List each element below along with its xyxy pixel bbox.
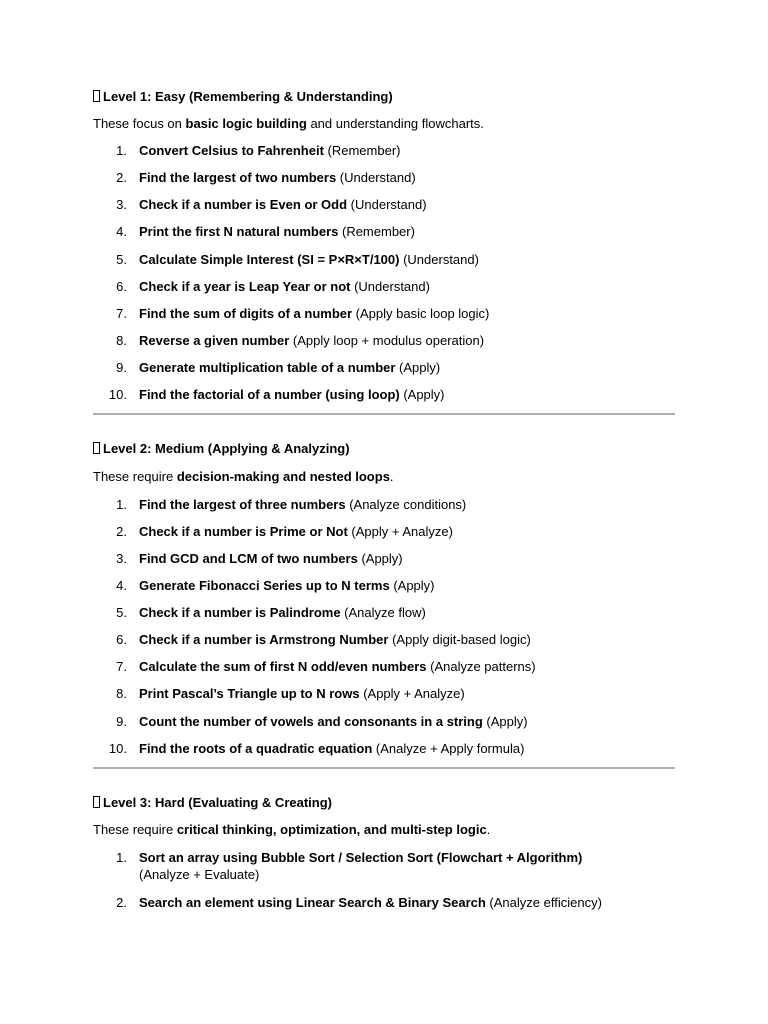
item-number: 1. [116, 497, 127, 512]
intro-bold: basic logic building [185, 116, 307, 131]
intro-text: These require [93, 822, 177, 837]
item-title: Check if a year is Leap Year or not [139, 279, 351, 294]
item-title: Reverse a given number [139, 333, 290, 348]
item-note: (Analyze efficiency) [485, 895, 602, 910]
intro-bold: critical thinking, optimization, and multi-step logic [176, 822, 487, 837]
item-number: 7. [116, 659, 127, 674]
item-title: Check if a number is Palindrome [139, 605, 341, 620]
level-3-intro [93, 821, 490, 838]
item-note: (Apply) [482, 714, 528, 729]
item-note: (Understand) [399, 252, 479, 267]
item-title: Print the first N natural numbers [139, 224, 339, 239]
missing-glyph-icon [93, 796, 100, 808]
item-title: Find the largest of three numbers [139, 497, 346, 512]
item-note: (Analyze + Apply formula) [372, 741, 525, 756]
item-note: (Analyze + Evaluate) [139, 867, 260, 882]
item-number: 6. [116, 279, 127, 294]
level-1-heading [93, 88, 393, 105]
item-number: 2. [116, 170, 127, 185]
item-title: Count the number of vowels and consonants in a string [139, 714, 483, 729]
intro-text: These require [93, 469, 177, 484]
item-note: (Apply) [395, 360, 441, 375]
item-note: (Analyze conditions) [345, 497, 467, 512]
item-title: Generate multiplication table of a number [139, 360, 396, 375]
item-title: Print Pascal’s Triangle up to N rows [139, 686, 360, 701]
item-title: Find the roots of a quadratic equation [139, 741, 373, 756]
item-number: 4. [116, 578, 127, 593]
item-title: Find the sum of digits of a number [139, 306, 353, 321]
item-note: (Apply) [389, 578, 435, 593]
item-note: (Apply) [399, 387, 445, 402]
item-note: (Remember) [323, 143, 401, 158]
intro-text: . [486, 822, 491, 837]
item-note: (Apply basic loop logic) [352, 306, 490, 321]
item-number: 10. [108, 741, 127, 756]
intro-text: . [389, 469, 394, 484]
item-title: Find GCD and LCM of two numbers [139, 551, 358, 566]
item-number: 8. [116, 333, 127, 348]
item-number: 3. [116, 197, 127, 212]
item-note: (Apply + Analyze) [359, 686, 465, 701]
item-number: 2. [116, 895, 127, 910]
intro-bold: decision-making and nested loops [176, 469, 390, 484]
item-title: Find the largest of two numbers [139, 170, 337, 185]
item-title: Calculate Simple Interest (SI = P×R×T/100) [139, 252, 400, 267]
item-number: 5. [116, 605, 127, 620]
item-title: Convert Celsius to Fahrenheit [139, 143, 324, 158]
level-3-heading-text: Level 3: Hard (Evaluating & Creating) [103, 795, 332, 810]
item-number: 6. [116, 632, 127, 647]
item-note: (Understand) [347, 197, 427, 212]
item-number: 2. [116, 524, 127, 539]
item-note: (Analyze patterns) [426, 659, 536, 674]
item-title: Calculate the sum of first N odd/even numbers [139, 659, 427, 674]
item-note: (Apply + Analyze) [347, 524, 453, 539]
item-title: Find the factorial of a number (using loop) [139, 387, 400, 402]
item-title: Sort an array using Bubble Sort / Selection Sort (Flowchart + Algorithm) [139, 850, 583, 865]
item-number: 8. [116, 686, 127, 701]
item-title: Generate Fibonacci Series up to N terms [139, 578, 390, 593]
missing-glyph-icon [93, 90, 100, 102]
item-title: Check if a number is Prime or Not [139, 524, 348, 539]
item-note: (Analyze flow) [340, 605, 426, 620]
section-divider [93, 767, 675, 769]
item-number: 7. [116, 306, 127, 321]
item-number: 1. [116, 143, 127, 158]
level-2-intro [93, 468, 394, 485]
item-number: 1. [116, 850, 127, 865]
item-note: (Remember) [338, 224, 415, 239]
level-1-intro [93, 115, 484, 132]
level-2-heading [93, 440, 350, 457]
item-number: 10. [108, 387, 127, 402]
intro-text: These focus on [93, 116, 186, 131]
item-note: (Understand) [350, 279, 430, 294]
level-3-heading [93, 794, 332, 811]
intro-text: and understanding flowcharts. [306, 116, 484, 131]
item-title: Search an element using Linear Search & Binary Search [139, 895, 486, 910]
item-number: 9. [116, 360, 127, 375]
item-note: (Apply) [357, 551, 403, 566]
item-note: (Apply loop + modulus operation) [289, 333, 485, 348]
item-number: 4. [116, 224, 127, 239]
level-1-heading-text: Level 1: Easy (Remembering & Understanding) [103, 89, 393, 104]
item-number: 5. [116, 252, 127, 267]
item-note: (Apply digit-based logic) [388, 632, 531, 647]
item-number: 9. [116, 714, 127, 729]
item-note: (Understand) [336, 170, 416, 185]
level-2-heading-text: Level 2: Medium (Applying & Analyzing) [103, 441, 350, 456]
item-number: 3. [116, 551, 127, 566]
missing-glyph-icon [93, 442, 100, 454]
item-title: Check if a number is Even or Odd [139, 197, 348, 212]
section-divider [93, 413, 675, 415]
item-title: Check if a number is Armstrong Number [139, 632, 389, 647]
